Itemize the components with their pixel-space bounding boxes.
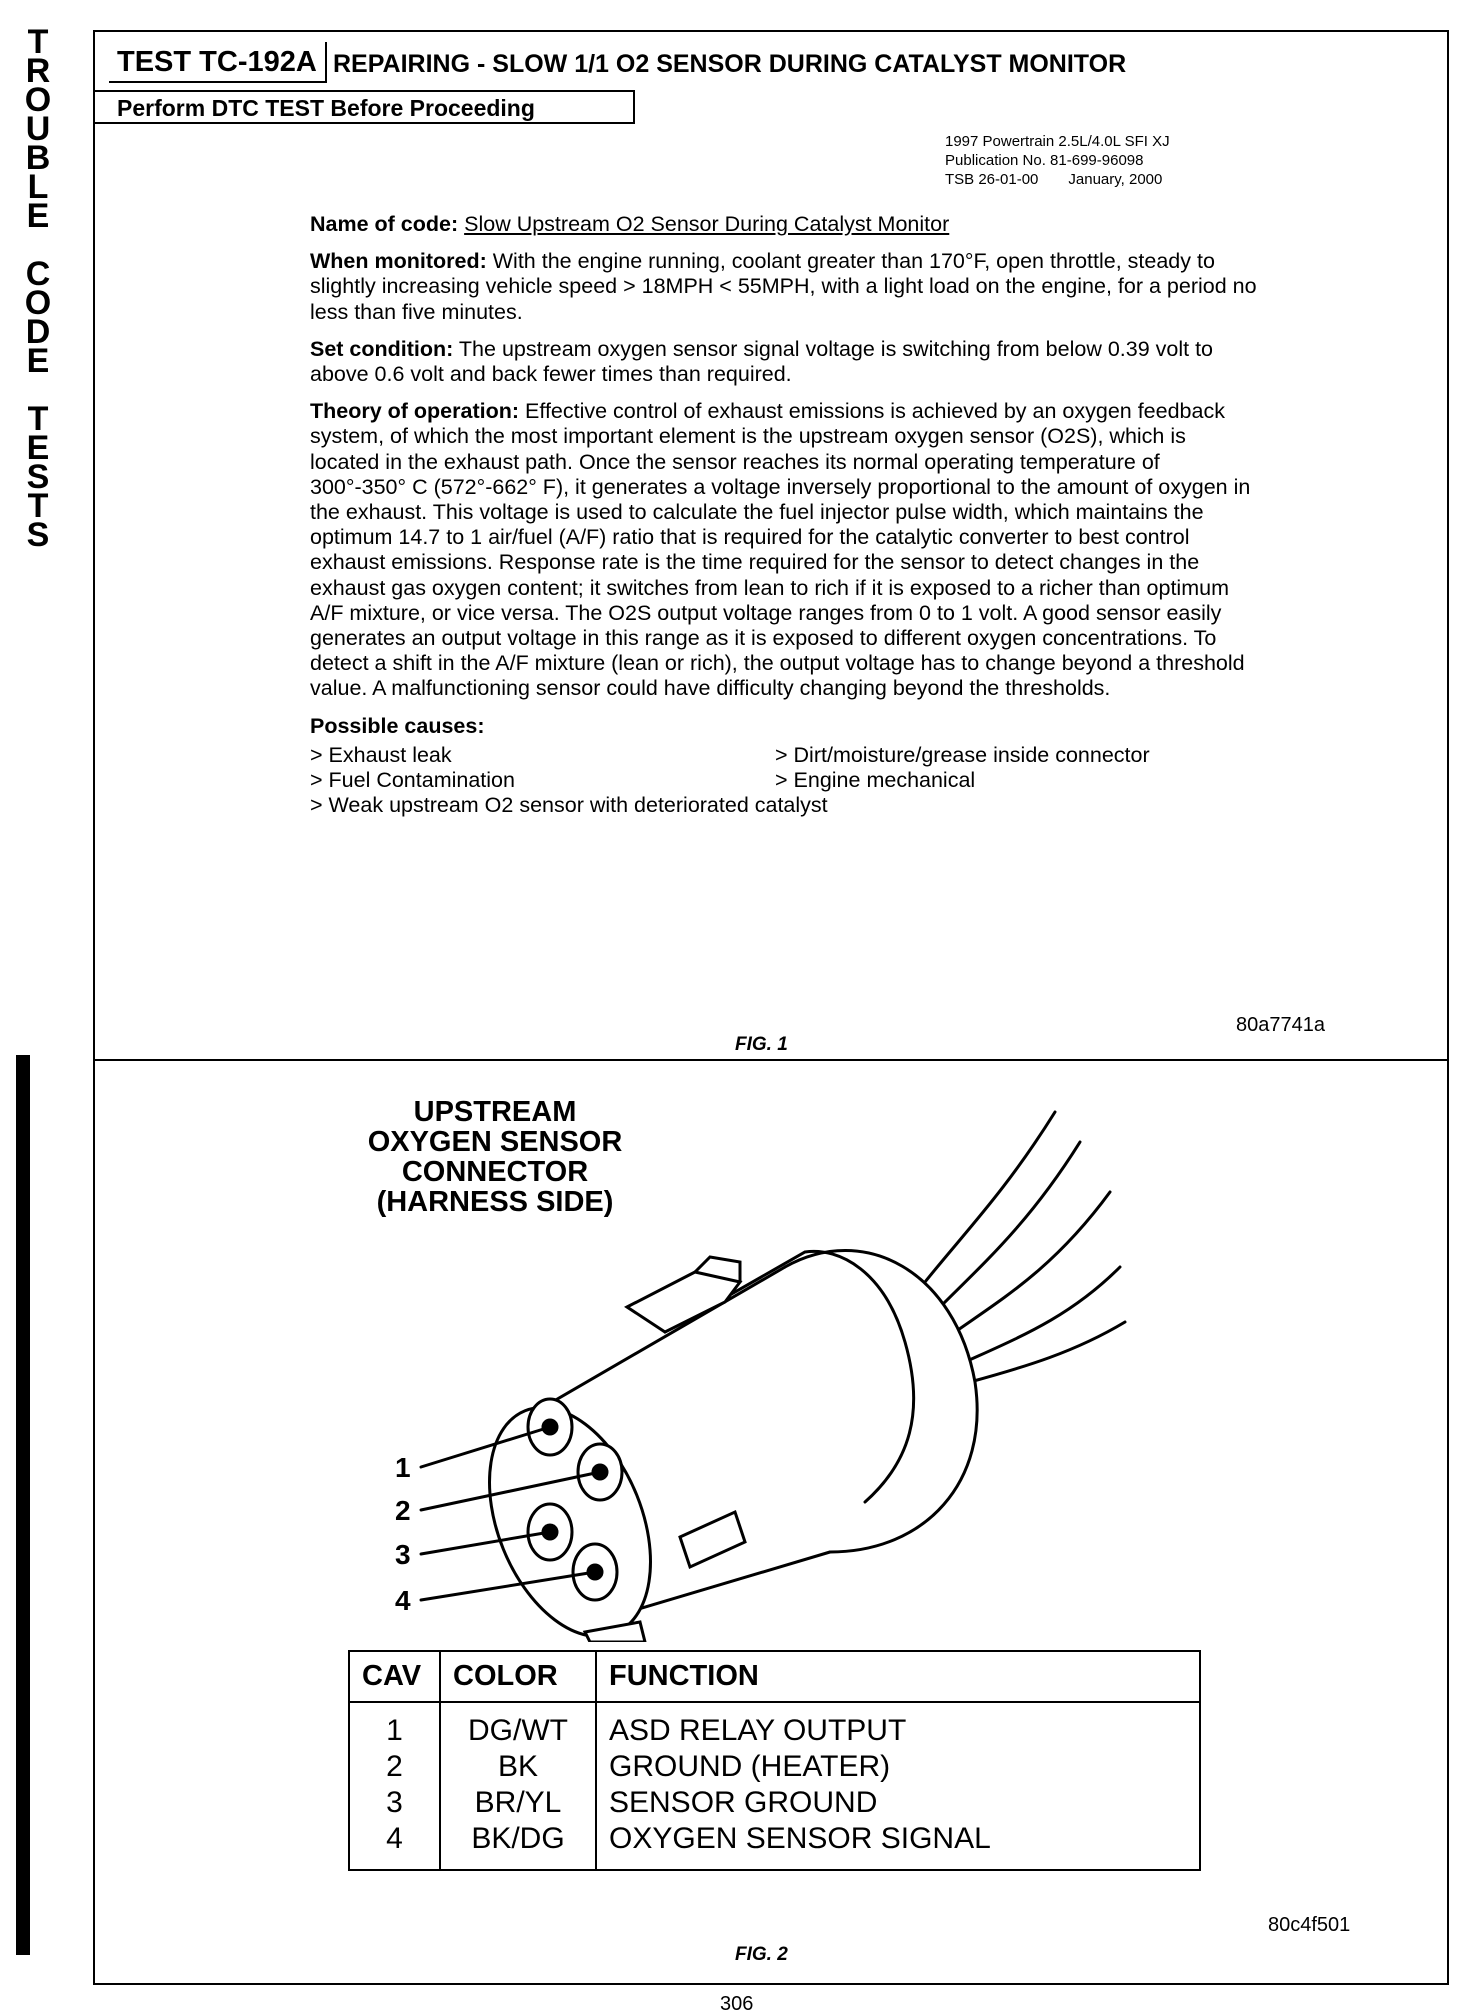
- meta-line: [945, 170, 1170, 189]
- side-tab-letter: B: [25, 139, 51, 177]
- side-tab-letter: L: [27, 168, 49, 206]
- publication-info: [945, 132, 1170, 189]
- side-tab-letter: D: [25, 313, 51, 351]
- connector-side-tab: [680, 1512, 745, 1567]
- cause-item: > Exhaust leak: [310, 742, 452, 767]
- code-name-paragraph: [310, 212, 1260, 237]
- test-header: [95, 32, 1447, 82]
- pin-label: 3: [395, 1539, 411, 1570]
- when-monitored-text: With the engine running, coolant greater than 170°F, open throttle, steady to slightly increasing vehicle speed > 18MPH < 55MPH, with a light load on the engine, for a period no less than five minutes.: [310, 249, 1257, 324]
- code-name-label: Name of code:: [310, 212, 459, 236]
- test-title: REPAIRING - SLOW 1/1 O2 SENSOR DURING CATALYST MONITOR: [333, 50, 1127, 78]
- connector-latch: [627, 1272, 740, 1332]
- cell-function: GROUND (HEATER): [609, 1750, 891, 1783]
- page-frame: [93, 30, 1449, 1985]
- connector-label-line: OXYGEN SENSOR: [367, 1126, 623, 1158]
- cell-function: ASD RELAY OUTPUT: [609, 1714, 907, 1747]
- meta-line: 1997 Powertrain 2.5L/4.0L SFI XJ: [945, 133, 1170, 150]
- side-tab-letter: S: [26, 516, 50, 554]
- wire: [955, 1192, 1110, 1332]
- test-id: TEST TC-192A: [109, 42, 327, 83]
- theory-label: Theory of operation:: [310, 399, 520, 424]
- figure-divider: [95, 1059, 1447, 1061]
- theory-paragraph: [310, 399, 1260, 701]
- pin-label: 2: [395, 1495, 411, 1526]
- cell-color: BK/DG: [440, 1821, 596, 1870]
- header-color: COLOR: [440, 1651, 596, 1702]
- side-tab-letter: C: [25, 255, 51, 293]
- table-row: [349, 1702, 1200, 1749]
- connector-boot: [785, 1251, 977, 1552]
- section-marker-bar: [16, 1055, 30, 1955]
- wire: [965, 1267, 1120, 1362]
- set-condition-label: Set condition:: [310, 336, 454, 361]
- connector-label-line: UPSTREAM: [413, 1096, 577, 1128]
- cell-color: BK: [440, 1749, 596, 1785]
- causes-list: [310, 743, 1260, 819]
- side-tab-letter: E: [26, 197, 50, 235]
- header-cav: CAV: [349, 1651, 440, 1702]
- connector-label-line: (HARNESS SIDE): [376, 1186, 614, 1218]
- set-condition-paragraph: [310, 337, 1260, 387]
- code-name-value: Slow Upstream O2 Sensor During Catalyst Monitor: [464, 212, 950, 236]
- subheader: [95, 90, 635, 124]
- cell-function: SENSOR GROUND: [609, 1786, 878, 1819]
- pin-label: 1: [395, 1452, 411, 1483]
- cell-cav: 2: [349, 1749, 440, 1785]
- side-tab-letter: R: [25, 52, 51, 90]
- fig1-id: 80a7741a: [1236, 1014, 1325, 1036]
- header-function: FUNCTION: [596, 1651, 1200, 1702]
- fig2-id: 80c4f501: [1268, 1914, 1351, 1936]
- when-monitored-paragraph: [310, 249, 1260, 325]
- side-tab-letter: S: [26, 458, 50, 496]
- side-tab-letter: E: [26, 429, 50, 467]
- cell-cav: 4: [349, 1821, 440, 1870]
- pinout-table: [348, 1650, 1201, 1871]
- table-header-row: [349, 1651, 1200, 1702]
- section-side-tab: [4, 23, 72, 554]
- cell-color: DG/WT: [440, 1702, 596, 1749]
- fig1-body: [310, 212, 1260, 818]
- connector-label-line: CONNECTOR: [401, 1156, 589, 1188]
- cell-color: BR/YL: [440, 1785, 596, 1821]
- wire: [940, 1142, 1080, 1307]
- side-tab-letter: O: [24, 81, 52, 119]
- causes-label: Possible causes:: [310, 713, 485, 738]
- pin-label: 4: [395, 1585, 411, 1616]
- cell-function: OXYGEN SENSOR SIGNAL: [609, 1822, 991, 1855]
- cell-cav: 3: [349, 1785, 440, 1821]
- side-tab-letter: E: [26, 342, 50, 380]
- table-row: [349, 1785, 1200, 1821]
- fig2-caption: FIG. 2: [735, 1944, 788, 1965]
- when-monitored-label: When monitored:: [310, 249, 487, 274]
- meta-line: Publication No. 81-699-96098: [945, 152, 1144, 169]
- cause-item: > Weak upstream O2 sensor with deteriorated catalyst: [310, 793, 828, 818]
- side-tab-letter: T: [27, 23, 49, 61]
- fig1-caption: FIG. 1: [735, 1034, 788, 1055]
- meta-tsb: TSB 26-01-00: [945, 171, 1039, 188]
- set-condition-text: The upstream oxygen sensor signal voltage is switching from below 0.39 volt to above 0.6 volt and back fewer times than required.: [310, 336, 1213, 387]
- side-tab-letter: T: [27, 487, 49, 525]
- wire: [970, 1322, 1125, 1382]
- table-row: [349, 1821, 1200, 1870]
- theory-text: Effective control of exhaust emissions is achieved by an oxygen feedback system, of which the most important element is the upstream oxygen sensor (O2S), which is located in the exhaust path. Once the sensor reaches its normal operating temperature of 300°-350° C (572°-662° F), it generates a voltage inversely proportional to the amount of oxygen in the exhaust. This voltage is used to calculate the fuel injector pulse width, which maintains the optimum 14.7 to 1 air/fuel (A/F) ratio that is required for the catalytic converter to best control exhaust emissions. Response rate is the time required for the sensor to detect changes in the exhaust gas oxygen content; it switches from lean to rich if it is exposed to a richer than optimum A/F mixture, or vice versa. The O2S output voltage ranges from 0 to 1 volt. A good sensor easily generates an output voltage in this range as it is exposed to different oxygen concentrations. To detect a shift in the A/F mixture (lean or rich), the output voltage has to change beyond a threshold value. A malfunctioning sensor could have difficulty changing beyond the thresholds.: [310, 399, 1251, 701]
- side-tab-letter: U: [25, 110, 51, 148]
- connector-illustration: [365, 1082, 1165, 1642]
- meta-date: January, 2000: [1068, 171, 1163, 188]
- cell-cav: 1: [349, 1702, 440, 1749]
- cause-item: > Engine mechanical: [775, 768, 976, 793]
- causes-heading-paragraph: [310, 714, 1260, 739]
- cause-item: > Dirt/moisture/grease inside connector: [775, 742, 1150, 767]
- cause-item: > Fuel Contamination: [310, 768, 515, 793]
- page-number: 306: [720, 1993, 754, 2015]
- side-tab-letter: T: [27, 400, 49, 438]
- side-tab-letter: O: [24, 284, 52, 322]
- subheader-text: Perform DTC TEST Before Proceeding: [117, 95, 535, 121]
- table-row: [349, 1749, 1200, 1785]
